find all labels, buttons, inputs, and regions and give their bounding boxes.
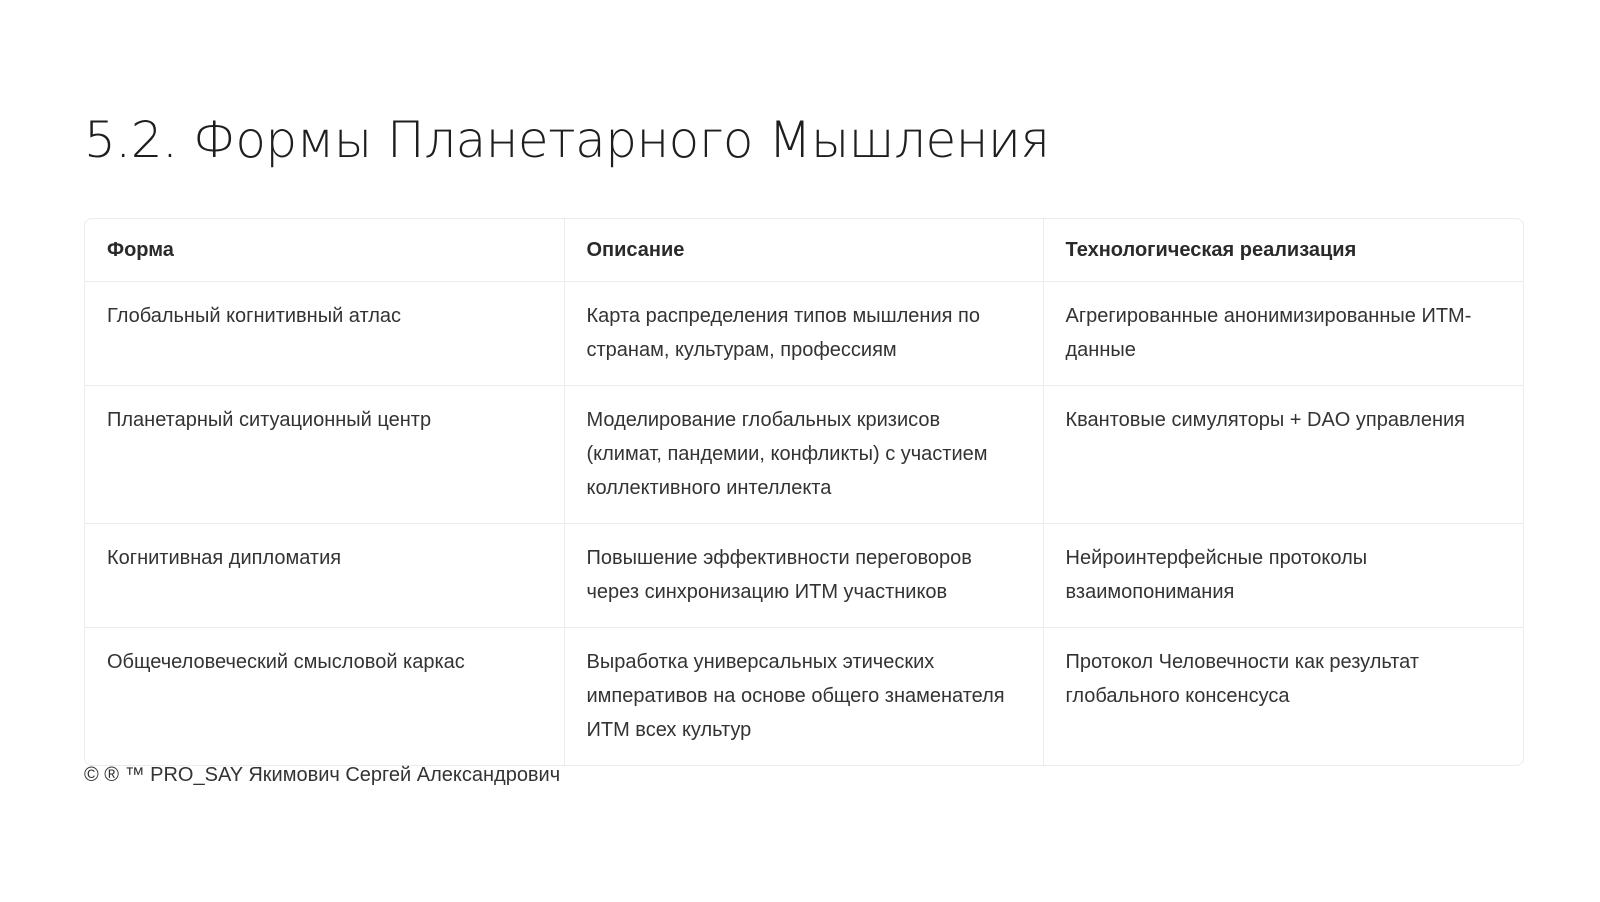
table-row (85, 628, 1523, 766)
header-form: Форма (85, 219, 564, 282)
page-title: 5.2. Формы Планетарного Мышления (84, 111, 1050, 169)
copyright-footer: © ® ™ PRO_SAY Якимович Сергей Александрович (84, 764, 561, 786)
table-row (85, 524, 1523, 628)
header-implementation: Технологическая реализация (1043, 219, 1523, 282)
cell-form: Когнитивная дипломатия (85, 524, 564, 628)
cell-description: Выработка универсальных этических императивов на основе общего знаменателя ИТМ всех культур (564, 628, 1043, 766)
forms-table (85, 219, 1523, 765)
table-header-row (85, 219, 1523, 282)
cell-form: Общечеловеческий смысловой каркас (85, 628, 564, 766)
forms-table-container (84, 218, 1524, 766)
table-row (85, 386, 1523, 524)
cell-description: Моделирование глобальных кризисов (климат, пандемии, конфликты) с участием коллективного интеллекта (564, 386, 1043, 524)
table-row (85, 282, 1523, 386)
cell-implementation: Протокол Человечности как результат глобального консенсуса (1065, 651, 1420, 707)
cell-description: Повышение эффективности переговоров через синхронизацию ИТМ участников (564, 524, 1043, 628)
cell-description: Карта распределения типов мышления по странам, культурам, профессиям (564, 282, 1043, 386)
cell-implementation: Нейроинтерфейсные протоколы взаимопонимания (1043, 524, 1523, 628)
header-description: Описание (564, 219, 1043, 282)
cell-form: Глобальный когнитивный атлас (85, 282, 564, 386)
cell-form: Планетарный ситуационный центр (85, 386, 564, 524)
cell-implementation: Квантовые симуляторы + DAO управления (1043, 386, 1523, 524)
cell-implementation: Агрегированные анонимизированные ИТМ-данные (1043, 282, 1523, 386)
